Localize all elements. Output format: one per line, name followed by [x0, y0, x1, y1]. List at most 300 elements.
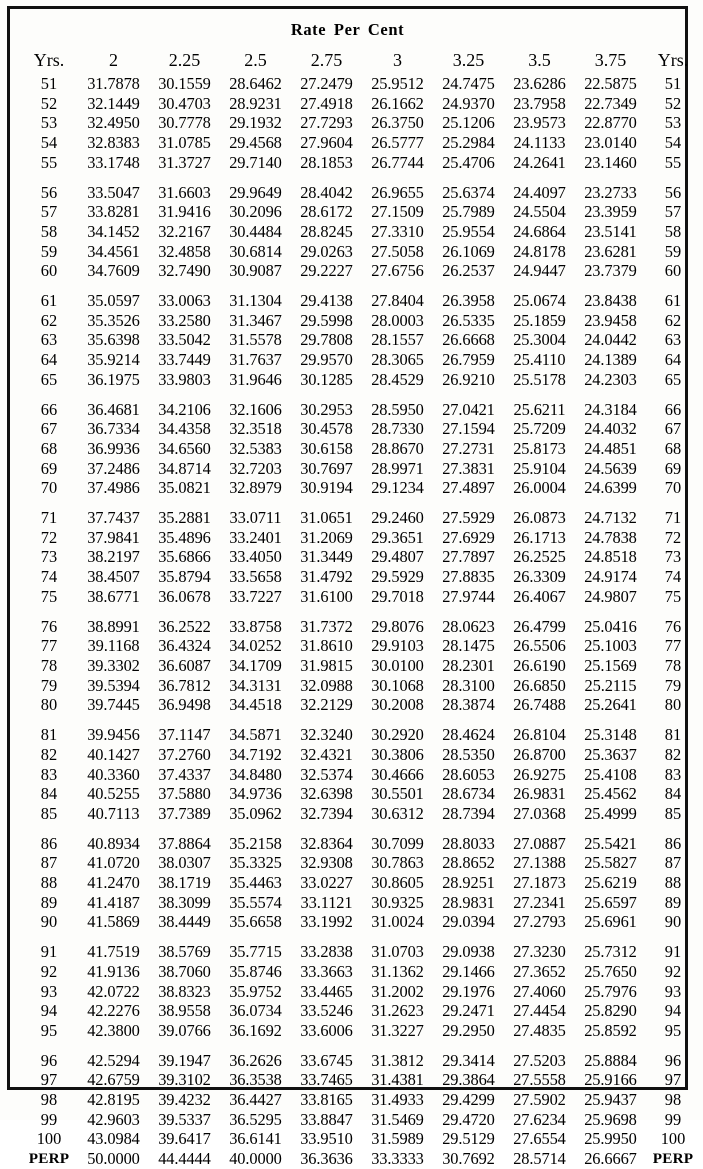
rate-value-cell: 28.5350	[442, 744, 495, 764]
rate-value-cell: 43.0984	[87, 1129, 140, 1149]
rate-value-cell: 25.6219	[584, 873, 637, 893]
rate-value-cell: 32.8383	[87, 133, 140, 153]
row-year-left: 63	[40, 330, 58, 350]
rate-value-cell: 38.4507	[87, 567, 140, 587]
rate-value-cell: 27.3310	[371, 221, 424, 241]
rate-value-cell: 25.4562	[584, 784, 637, 804]
rate-value-cell: 26.3958	[442, 291, 495, 311]
row-group-spacer	[20, 1041, 700, 1051]
rate-value-cell: 41.2470	[87, 873, 140, 893]
row-year-right: 72	[664, 527, 682, 547]
rate-value-cell: 25.7976	[584, 981, 637, 1001]
rate-value-cell: 40.7113	[87, 803, 140, 823]
rate-value-cell: 24.2641	[513, 152, 566, 172]
rate-value-cell: 38.6771	[87, 586, 140, 606]
rate-value-cell: 35.3325	[229, 853, 282, 873]
row-year-left: 68	[40, 438, 58, 458]
rate-value-cell: 29.7140	[229, 152, 282, 172]
rate-value-cell: 27.4897	[442, 478, 495, 498]
rate-value-cell: 24.3184	[584, 399, 637, 419]
rate-value-cell: 36.2626	[229, 1050, 282, 1070]
rate-value-cell: 27.2341	[513, 892, 566, 912]
rate-value-cell: 23.7958	[513, 93, 566, 113]
rate-value-cell: 31.4933	[371, 1090, 424, 1110]
row-year-right: 58	[664, 221, 682, 241]
rate-value-cell: 26.0873	[513, 508, 566, 528]
rate-value-cell: 26.7959	[442, 350, 495, 370]
table-row	[20, 982, 700, 1002]
table-row	[20, 942, 700, 962]
rate-value-cell: 29.4568	[229, 133, 282, 153]
rate-value-cell: 37.2760	[158, 744, 211, 764]
table-row	[20, 400, 700, 420]
table-row	[20, 1090, 700, 1110]
rate-value-cell: 29.4138	[300, 291, 353, 311]
rate-value-cell: 34.7192	[229, 744, 282, 764]
rate-value-cell: 23.3959	[584, 202, 637, 222]
rate-value-cell: 41.0720	[87, 853, 140, 873]
row-year-right: 52	[664, 93, 682, 113]
rate-value-cell: 36.0678	[158, 586, 211, 606]
rate-value-cell: 24.2303	[584, 369, 637, 389]
rate-value-cell: 26.3309	[513, 567, 566, 587]
rate-value-cell: 25.9950	[584, 1129, 637, 1149]
rate-value-cell: 25.9512	[371, 74, 424, 93]
rate-value-cell: 29.2227	[300, 261, 353, 281]
rate-value-cell: 30.2096	[229, 202, 282, 222]
rate-value-cell: 28.0003	[371, 310, 424, 330]
rate-value-cell: 31.7637	[229, 350, 282, 370]
rate-value-cell: 37.5880	[158, 784, 211, 804]
row-year-right: 87	[664, 853, 682, 873]
row-year-left: 82	[40, 744, 58, 764]
rate-value-cell: 27.8835	[442, 567, 495, 587]
rate-value-cell: 25.8173	[513, 438, 566, 458]
rate-value-cell: 28.1475	[442, 636, 495, 656]
row-year-left: 64	[40, 350, 58, 370]
row-year-left: 61	[40, 291, 58, 311]
rate-value-cell: 34.5871	[229, 725, 282, 745]
rate-value-cell: 36.6087	[158, 655, 211, 675]
rate-value-cell: 38.7060	[158, 961, 211, 981]
table-row-perpetuity	[20, 1149, 700, 1169]
row-year-left: 60	[40, 261, 58, 281]
header-rate-3-25: 3.25	[452, 50, 485, 70]
rate-value-cell: 30.7099	[371, 833, 424, 853]
table-row	[20, 508, 700, 528]
row-group-spacer	[20, 390, 700, 400]
rate-value-cell: 28.8652	[442, 853, 495, 873]
rate-value-cell: 25.0416	[584, 616, 637, 636]
rate-value-cell: 29.3651	[371, 527, 424, 547]
row-year-right: 86	[664, 833, 682, 853]
rate-value-cell: 34.3131	[229, 675, 282, 695]
rate-value-cell: 26.5335	[442, 310, 495, 330]
rate-value-cell: 35.0821	[158, 478, 211, 498]
rate-value-cell: 26.5506	[513, 636, 566, 656]
rate-value-cell: 37.2486	[87, 458, 140, 478]
table-row	[20, 834, 700, 854]
rate-value-cell: 36.0734	[229, 1001, 282, 1021]
rate-value-cell: 29.3414	[442, 1050, 495, 1070]
rate-value-cell: 29.2950	[442, 1020, 495, 1040]
rate-value-cell: 41.4187	[87, 892, 140, 912]
rate-value-cell: 31.3449	[300, 547, 353, 567]
rate-value-cell: 24.6399	[584, 478, 637, 498]
rate-value-cell: 33.7465	[300, 1070, 353, 1090]
rate-value-cell: 26.6667	[584, 1149, 637, 1169]
rate-value-cell: 42.8195	[87, 1090, 140, 1110]
rate-value-cell: 29.0394	[442, 912, 495, 932]
rate-value-cell: 31.7878	[87, 74, 140, 93]
rate-value-cell: 37.7437	[87, 508, 140, 528]
rate-value-cell: 31.6603	[158, 182, 211, 202]
rate-value-cell: 29.7018	[371, 586, 424, 606]
rate-value-cell: 33.9803	[158, 369, 211, 389]
rate-value-cell: 36.9936	[87, 438, 140, 458]
row-year-left: 59	[40, 241, 58, 261]
rate-value-cell: 23.5141	[584, 221, 637, 241]
rate-value-cell: 25.3004	[513, 330, 566, 350]
rate-value-cell: 31.9646	[229, 369, 282, 389]
rate-value-cell: 38.8323	[158, 981, 211, 1001]
rate-value-cell: 28.2301	[442, 655, 495, 675]
rate-value-cell: 32.1449	[87, 93, 140, 113]
rate-value-cell: 32.7203	[229, 458, 282, 478]
row-year-right: 75	[664, 586, 682, 606]
rate-value-cell: 28.8245	[300, 221, 353, 241]
rate-value-cell: 37.9841	[87, 527, 140, 547]
rate-value-cell: 22.7349	[584, 93, 637, 113]
row-year-right: 84	[664, 784, 682, 804]
rate-value-cell: 23.7379	[584, 261, 637, 281]
rate-value-cell: 33.6006	[300, 1020, 353, 1040]
rate-value-cell: 28.4529	[371, 369, 424, 389]
row-year-right: 74	[664, 567, 682, 587]
rate-value-cell: 31.9416	[158, 202, 211, 222]
rate-value-cell: 25.8884	[584, 1050, 637, 1070]
rate-value-cell: 35.3526	[87, 310, 140, 330]
row-year-right: 93	[664, 981, 682, 1001]
rate-value-cell: 22.8770	[584, 113, 637, 133]
rate-value-cell: 36.3538	[229, 1070, 282, 1090]
rate-value-cell: 42.0722	[87, 981, 140, 1001]
table-row	[20, 1001, 700, 1021]
table-row	[20, 370, 700, 390]
rate-value-cell: 28.6462	[229, 74, 282, 93]
rate-value-cell: 31.7372	[300, 616, 353, 636]
rate-value-cell: 31.5578	[229, 330, 282, 350]
rate-value-cell: 33.2401	[229, 527, 282, 547]
rate-value-cell: 23.8438	[584, 291, 637, 311]
rate-value-cell: 31.3227	[371, 1020, 424, 1040]
rate-value-cell: 26.9655	[371, 182, 424, 202]
rate-value-cell: 42.6759	[87, 1070, 140, 1090]
rate-value-cell: 30.6158	[300, 438, 353, 458]
rate-value-cell: 24.8178	[513, 241, 566, 261]
rate-value-cell: 37.4986	[87, 478, 140, 498]
table-row	[20, 94, 700, 114]
rate-value-cell: 29.0938	[442, 942, 495, 962]
rate-value-cell: 33.8165	[300, 1090, 353, 1110]
rate-value-cell: 31.3812	[371, 1050, 424, 1070]
rate-value-cell: 37.4337	[158, 764, 211, 784]
table-row	[20, 745, 700, 765]
row-group-spacer-cell	[20, 1041, 700, 1051]
row-year-right: 94	[664, 1001, 682, 1021]
rate-value-cell: 28.4624	[442, 725, 495, 745]
rate-value-cell: 25.4999	[584, 803, 637, 823]
rate-value-cell: 26.8700	[513, 744, 566, 764]
table-row	[20, 133, 700, 153]
rate-value-cell: 30.1285	[300, 369, 353, 389]
table-row	[20, 1110, 700, 1130]
rate-value-cell: 34.1452	[87, 221, 140, 241]
rate-value-cell: 42.3800	[87, 1020, 140, 1040]
row-year-left: 55	[40, 152, 58, 172]
rate-value-cell: 32.3518	[229, 419, 282, 439]
row-year-left: 99	[40, 1109, 58, 1129]
table-row	[20, 893, 700, 913]
table-row	[20, 439, 700, 459]
rate-value-cell: 38.8991	[87, 616, 140, 636]
rate-value-cell: 27.1388	[513, 853, 566, 873]
rate-value-cell: 26.9275	[513, 764, 566, 784]
row-year-left: 85	[40, 803, 58, 823]
rate-value-cell: 40.3360	[87, 764, 140, 784]
rate-value-cell: 35.7715	[229, 942, 282, 962]
rate-value-cell: 31.5469	[371, 1109, 424, 1129]
row-year-right: 60	[664, 261, 682, 281]
row-group-spacer-cell	[20, 281, 700, 291]
row-year-right: 56	[664, 182, 682, 202]
rate-value-cell: 50.0000	[87, 1149, 140, 1169]
row-group-spacer-cell	[20, 932, 700, 942]
row-year-right: 100	[660, 1129, 686, 1149]
rate-value-cell: 28.3065	[371, 350, 424, 370]
row-year-left: 78	[40, 655, 58, 675]
rate-value-cell: 27.5058	[371, 241, 424, 261]
row-year-right: 85	[664, 803, 682, 823]
rate-value-cell: 25.5421	[584, 833, 637, 853]
row-year-left: 75	[40, 586, 58, 606]
rate-value-cell: 30.4703	[158, 93, 211, 113]
rate-value-cell: 29.9570	[300, 350, 353, 370]
row-year-left: 51	[40, 74, 58, 93]
rate-value-cell: 27.5558	[513, 1070, 566, 1090]
rate-value-cell: 24.8518	[584, 547, 637, 567]
rate-value-cell: 29.9649	[229, 182, 282, 202]
rate-value-cell: 35.6658	[229, 912, 282, 932]
row-year-left: 71	[40, 508, 58, 528]
rate-value-cell: 30.1068	[371, 675, 424, 695]
row-year-right: 69	[664, 458, 682, 478]
table-row	[20, 1129, 700, 1149]
rate-value-cell: 25.9554	[442, 221, 495, 241]
rate-value-cell: 27.4835	[513, 1020, 566, 1040]
rate-value-cell: 36.4427	[229, 1090, 282, 1110]
rate-value-cell: 25.9104	[513, 458, 566, 478]
rate-value-cell: 32.4321	[300, 744, 353, 764]
table-row	[20, 962, 700, 982]
rate-value-cell: 26.0004	[513, 478, 566, 498]
rate-value-cell: 27.0887	[513, 833, 566, 853]
rate-value-cell: 40.0000	[229, 1149, 282, 1169]
table-row	[20, 853, 700, 873]
rate-value-cell: 33.7449	[158, 350, 211, 370]
rate-value-cell: 31.9815	[300, 655, 353, 675]
row-year-right: 88	[664, 873, 682, 893]
rate-value-cell: 35.5574	[229, 892, 282, 912]
rate-value-cell: 30.1559	[158, 74, 211, 93]
rate-value-cell: 31.1304	[229, 291, 282, 311]
rate-value-cell: 26.9831	[513, 784, 566, 804]
rate-value-cell: 33.0227	[300, 873, 353, 893]
row-group-spacer	[20, 173, 700, 183]
rate-value-cell: 35.9214	[87, 350, 140, 370]
rate-value-cell: 30.7697	[300, 458, 353, 478]
rate-value-cell: 34.6560	[158, 438, 211, 458]
row-year-right: 90	[664, 912, 682, 932]
rate-value-cell: 35.2158	[229, 833, 282, 853]
rate-value-cell: 36.1692	[229, 1020, 282, 1040]
rate-value-cell: 29.7808	[300, 330, 353, 350]
rate-value-cell: 27.4454	[513, 1001, 566, 1021]
rate-value-cell: 24.5504	[513, 202, 566, 222]
rate-value-cell: 33.9510	[300, 1129, 353, 1149]
row-group-spacer-cell	[20, 498, 700, 508]
rate-value-cell: 27.3652	[513, 961, 566, 981]
rate-value-cell: 29.2471	[442, 1001, 495, 1021]
rate-value-cell: 34.9736	[229, 784, 282, 804]
rate-value-cell: 38.2197	[87, 547, 140, 567]
rate-value-cell: 32.3240	[300, 725, 353, 745]
rate-value-cell: 25.9698	[584, 1109, 637, 1129]
table-row	[20, 350, 700, 370]
rate-value-cell: 25.1569	[584, 655, 637, 675]
row-year-left: 91	[40, 942, 58, 962]
row-year-left: 54	[40, 133, 58, 153]
rate-value-cell: 26.9210	[442, 369, 495, 389]
rate-value-cell: 29.0263	[300, 241, 353, 261]
rate-value-cell: 30.3806	[371, 744, 424, 764]
rate-value-cell: 30.2953	[300, 399, 353, 419]
rate-value-cell: 35.9752	[229, 981, 282, 1001]
rate-value-cell: 25.2984	[442, 133, 495, 153]
rate-value-cell: 32.2129	[300, 695, 353, 715]
rate-value-cell: 33.8758	[229, 616, 282, 636]
row-year-right: 91	[664, 942, 682, 962]
rate-value-cell: 24.7475	[442, 74, 495, 93]
row-year-right: 78	[664, 655, 682, 675]
table-row	[20, 765, 700, 785]
row-group-spacer	[20, 715, 700, 725]
rate-value-cell: 27.6234	[513, 1109, 566, 1129]
table-row	[20, 912, 700, 932]
rate-value-cell: 30.6312	[371, 803, 424, 823]
table-row	[20, 873, 700, 893]
rate-value-cell: 26.6668	[442, 330, 495, 350]
rate-value-cell: 32.1606	[229, 399, 282, 419]
rate-value-cell: 31.3467	[229, 310, 282, 330]
rate-value-cell: 33.4050	[229, 547, 282, 567]
table-row	[20, 113, 700, 133]
rate-value-cell: 25.1859	[513, 310, 566, 330]
rate-value-cell: 24.9807	[584, 586, 637, 606]
rate-value-cell: 29.1932	[229, 113, 282, 133]
rate-value-cell: 24.7132	[584, 508, 637, 528]
rate-value-cell: 30.5501	[371, 784, 424, 804]
rate-value-cell: 33.1992	[300, 912, 353, 932]
table-inner	[10, 9, 694, 1169]
table-row	[20, 459, 700, 479]
rate-value-cell: 33.0063	[158, 291, 211, 311]
header-years-left: Yrs.	[33, 50, 65, 70]
table-row	[20, 1021, 700, 1041]
row-group-spacer	[20, 281, 700, 291]
table-row	[20, 656, 700, 676]
rate-value-cell: 29.1976	[442, 981, 495, 1001]
rate-value-cell: 31.1362	[371, 961, 424, 981]
rate-value-cell: 36.7812	[158, 675, 211, 695]
rate-value-cell: 25.7312	[584, 942, 637, 962]
row-year-left: 70	[40, 478, 58, 498]
rate-value-cell: 31.6100	[300, 586, 353, 606]
table-row	[20, 183, 700, 203]
rate-value-cell: 35.6398	[87, 330, 140, 350]
row-group-spacer-cell	[20, 824, 700, 834]
row-year-right: 51	[664, 74, 682, 93]
rate-value-cell: 23.9573	[513, 113, 566, 133]
rate-value-cell: 32.5383	[229, 438, 282, 458]
row-year-left: 52	[40, 93, 58, 113]
rate-value-cell: 34.8714	[158, 458, 211, 478]
rate-value-cell: 26.5777	[371, 133, 424, 153]
rate-value-cell: 34.0252	[229, 636, 282, 656]
rate-value-cell: 32.6398	[300, 784, 353, 804]
rate-value-cell: 27.2479	[300, 74, 353, 93]
rate-value-cell: 37.7389	[158, 803, 211, 823]
rate-value-cell: 35.0962	[229, 803, 282, 823]
rate-value-cell: 41.7519	[87, 942, 140, 962]
rate-value-cell: 25.2641	[584, 695, 637, 715]
rate-value-cell: 30.2920	[371, 725, 424, 745]
rate-value-cell: 25.7989	[442, 202, 495, 222]
rate-value-cell: 28.6053	[442, 764, 495, 784]
table-row	[20, 261, 700, 281]
row-year-right: 53	[664, 113, 682, 133]
rate-value-cell: 24.0442	[584, 330, 637, 350]
table-row	[20, 567, 700, 587]
rate-value-cell: 26.1069	[442, 241, 495, 261]
row-year-right: PERP	[652, 1150, 694, 1168]
row-year-left: 98	[40, 1090, 58, 1110]
rate-value-cell: 26.6190	[513, 655, 566, 675]
rate-value-cell: 27.1873	[513, 873, 566, 893]
row-year-left: 77	[40, 636, 58, 656]
row-year-left: 76	[40, 616, 58, 636]
row-year-right: 80	[664, 695, 682, 715]
rate-value-cell: 29.9103	[371, 636, 424, 656]
rate-value-cell: 38.0307	[158, 853, 211, 873]
table-row	[20, 617, 700, 637]
table-row	[20, 784, 700, 804]
rate-value-cell: 26.4799	[513, 616, 566, 636]
rate-value-cell: 27.4060	[513, 981, 566, 1001]
rate-value-cell: 30.8605	[371, 873, 424, 893]
rate-value-cell: 27.6756	[371, 261, 424, 281]
row-year-right: 82	[664, 744, 682, 764]
